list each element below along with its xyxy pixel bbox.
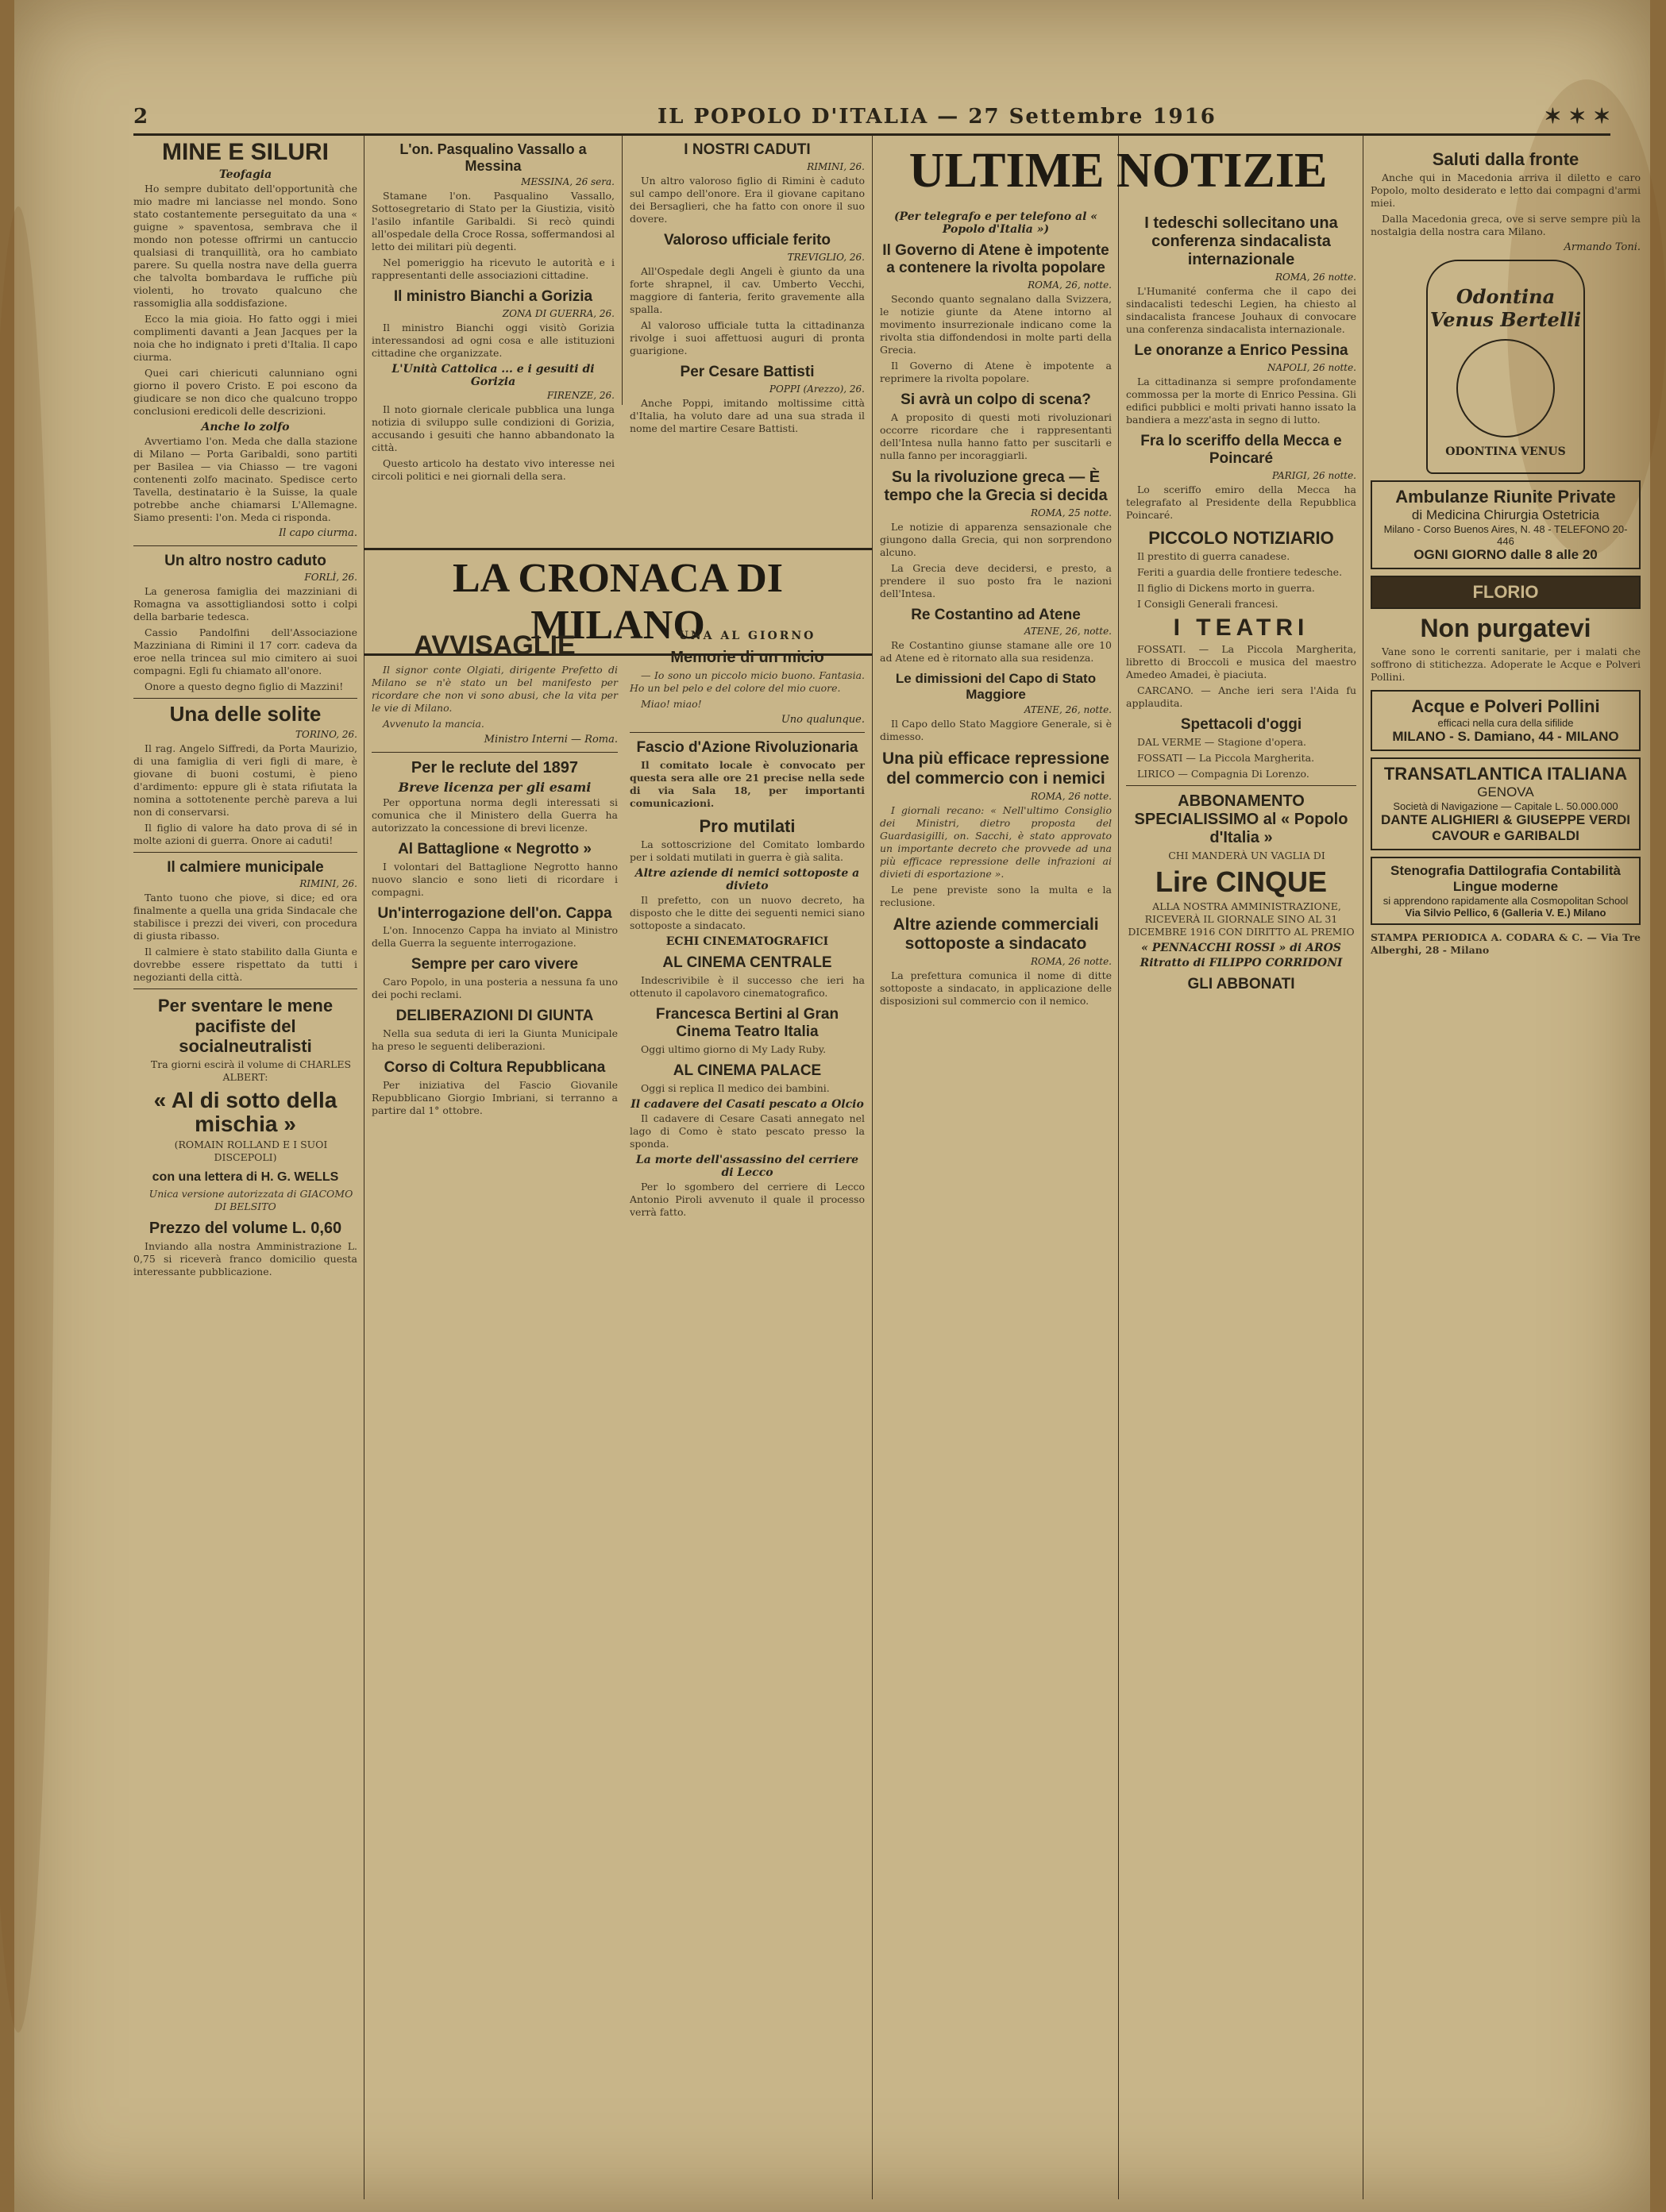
article-text: Nel pomeriggio ha ricevuto le autorità e i rappresentanti delle associazioni cittadine. xyxy=(372,256,615,282)
article-text: Vane sono le correnti sanitarie, per i malati che soffrono di stitichezza. Adoperate le Acque e Polveri Pollini. xyxy=(1371,645,1641,683)
stenografia-ad xyxy=(1371,857,1641,925)
article-text: Indescrivibile è il successo che ieri ha ottenuto il capolavoro cinematografico. xyxy=(630,973,865,999)
column-6 xyxy=(1371,143,1641,2199)
ad-ships: DANTE ALIGHIERI & GIUSEPPE VERDI xyxy=(1381,811,1630,827)
article-text: Il signor conte Olgiati, dirigente Prefetto di Milano se n'è stato un bel manifesto per ricordare che non vi sono abusi, che la vita per le vie di Milano. xyxy=(372,663,618,714)
byline: NAPOLI, 26 notte. xyxy=(1267,361,1356,373)
article-text: Miao! miao! xyxy=(641,698,702,710)
article-text: Il comitato locale è convocato per questa sera alle ore 21 precise nella sede di via Sala 18, per importanti comunicazioni. xyxy=(630,758,865,809)
article-heading: Fra lo sceriffo della Mecca e Poincaré xyxy=(1140,432,1342,467)
article-heading: Le dimissioni del Capo di Stato Maggiore xyxy=(895,671,1097,702)
byline: ROMA, 25 notte. xyxy=(1030,507,1112,518)
article-heading: Altre aziende commerciali sottoposte a sindacato xyxy=(893,915,1099,953)
article-text: Le pene previste sono la multa e la reclusione. xyxy=(880,883,1112,908)
ambulanze-ad xyxy=(1371,480,1641,569)
article-text: Il cadavere di Cesare Casati annegato nel lago di Como è stato pescato presso la sponda. xyxy=(630,1112,865,1150)
article-text: — Io sono un piccolo micio buono. Fantasia. Ho un bel pelo e del colore del mio cuore. xyxy=(630,669,865,694)
article-text: Il Capo dello Stato Maggiore Generale, si è dimesso. xyxy=(880,718,1112,743)
page-header xyxy=(133,102,1610,136)
article-heading: Si avrà un colpo di scena? xyxy=(900,391,1091,408)
non-purgatevi-title: Non purgatevi xyxy=(1420,614,1591,643)
article-text: Il calmiere è stato stabilito dalla Giunta e dovrebbe essere rispettato da tutti i negozianti della città. xyxy=(133,946,357,984)
article-heading: Valoroso ufficiale ferito xyxy=(663,231,831,249)
article-text: A proposito di questi moti rivoluzionari occorre ricordare che i rappresentanti dell'Intesa nulla hanno fatto per suscitarli e nulla fanno per incoraggiarli. xyxy=(880,410,1112,461)
article-heading: Una delle solite xyxy=(169,702,322,726)
article-heading: DELIBERAZIONI DI GIUNTA xyxy=(395,1008,594,1025)
article-heading: Pro mutilati xyxy=(699,815,796,836)
article-text: Cassio Pandolfini dell'Associazione Mazziniana di Rimini il 17 corr. cadeva da eroe nella trincea sul mio cimitero ai suoi compagni. Egli fu chiamato all'onore. xyxy=(133,626,357,677)
ad-subtitle: efficaci nella cura della sifilide xyxy=(1437,716,1574,729)
article-text: La Grecia deve decidersi, e presto, a prendere il suo posto fra le nazioni dell'Intesa. xyxy=(880,561,1112,599)
article-text: Il Governo di Atene è impotente a reprimere la rivolta popolare. xyxy=(880,359,1112,384)
byline: ROMA, 26, notte. xyxy=(1028,279,1112,291)
ad-title: Stenografia Dattilografia Contabilità Lingue moderne xyxy=(1390,862,1621,894)
article-text: Dalla Macedonia greca, ove si serve sempre più la nostalgia della nostra cara Milano. xyxy=(1371,213,1641,238)
premium-title: « PENNACCHI ROSSI » di AROS xyxy=(1141,941,1341,954)
odontina-label: ODONTINA VENUS xyxy=(1445,445,1566,459)
florio-ad xyxy=(1371,576,1641,609)
article-text: Feriti a guardia delle frontiere tedesche. xyxy=(1137,565,1343,578)
article-text: Oggi ultimo giorno di My Lady Ruby. xyxy=(641,1042,827,1055)
article-text: CARCANO. — Anche ieri sera l'Aida fu applaudita. xyxy=(1126,684,1356,710)
transatlantica-ad xyxy=(1371,757,1641,850)
article-text: L'on. Innocenzo Cappa ha inviato al Ministro della Guerra la seguente interrogazione. xyxy=(372,924,618,950)
article-heading: Altre aziende di nemici sottoposte a divieto xyxy=(634,867,860,893)
article-text: Il prestito di guerra canadese. xyxy=(1137,549,1290,562)
article-heading: AL CINEMA PALACE xyxy=(673,1062,822,1079)
article-text: Il rag. Angelo Siffredi, da Porta Maurizio, di una famiglia di veri figli di mare, è giovane di buoni costumi, è pieno d'ardimento: eppure gli è stata rifiutata la nomina a sottotenente perchè pareva a lui non di conservarsi. xyxy=(133,742,357,818)
avvisaglie-title: AVVISAGLIE xyxy=(414,630,576,661)
article-text: La cittadinanza si sempre profondamente commossa per la morte di Enrico Pessina. Gli edifici pubblici e molti privati hanno issato la bandiera a mezz'asta in segno di lutto. xyxy=(1126,375,1356,426)
portrait-icon xyxy=(1456,339,1555,437)
article-text: DAL VERME — Stagione d'opera. xyxy=(1137,736,1307,749)
article-heading: Il ministro Bianchi a Gorizia xyxy=(393,288,593,306)
byline: PARIGI, 26 notte. xyxy=(1272,469,1356,481)
article-heading: L'on. Pasqualino Vassallo a Messina xyxy=(399,141,587,174)
pollini-ad xyxy=(1371,690,1641,751)
article-heading: Memorie di un micio xyxy=(670,649,824,666)
article-text: Anche qui in Macedonia arriva il diletto e caro Popolo, molto desiderato e letto dai compagni d'armi miei. xyxy=(1371,171,1641,210)
article-text: Le notizie di apparenza sensazionale che giungono dalla Grecia, qui non sorprendono alcuno. xyxy=(880,520,1112,558)
ad-title: Ambulanze Riunite Private xyxy=(1395,487,1616,507)
byline: FORLÌ, 26. xyxy=(304,572,357,584)
section-label: UNA AL GIORNO xyxy=(678,630,816,642)
article-text: FOSSATI. — La Piccola Margherita, libretto di Broccoli e musica del maestro Amedeo Amadei, è piaciuta. xyxy=(1126,643,1356,681)
center-left-column xyxy=(372,627,618,2199)
ad-subtitle: GENOVA xyxy=(1477,784,1534,800)
price: Prezzo del volume L. 0,60 xyxy=(148,1219,342,1237)
ad-address: Via Silvio Pellico, 6 (Galleria V. E.) Milano xyxy=(1405,906,1606,919)
signature: Il capo ciurma. xyxy=(279,526,357,539)
article-heading: Il Governo di Atene è impotente a contenere la rivolta popolare xyxy=(882,242,1109,276)
mine-e-siluri-title: MINE E SILURI xyxy=(161,139,329,165)
article-text: Al valoroso ufficiale tutta la cittadinanza rivolge i suoi affettuosi auguri di pronta guarigione. xyxy=(630,318,865,356)
article-text: Oggi si replica Il medico dei bambini. xyxy=(641,1081,830,1094)
article-heading: I TEATRI xyxy=(1173,614,1309,641)
article-text: Anche Poppi, imitando moltissime città d'Italia, ha voluto dare ad una sua strada il nome del martire Cesare Battisti. xyxy=(630,396,865,434)
ad-address: Milano - Corso Buenos Aires, N. 48 - TELEFONO 20-446 xyxy=(1383,523,1628,548)
article-text: La prefettura comunica il nome di ditte sottoposte a sindacato, in applicazione delle disposizioni sul commercio con il nemico. xyxy=(880,969,1112,1008)
article-heading: Una più efficace repressione del commercio con i nemici xyxy=(882,750,1109,788)
ad-title: Acque e Polveri Pollini xyxy=(1411,696,1600,716)
article-text: Avvertiamo l'on. Meda che dalla stazione di Milano — Porta Garibaldi, sono partiti per Basilea — via Chiasso — tre vagoni contenenti zolfo macinato. Spedisce certo Tavella, destinatario è la Suisse, la quale potrebbe anche chiamarsi L'Allemagne. Siamo presenti: l'on. Meda ci risponda. xyxy=(133,434,357,523)
ad-address: MILANO - S. Damiano, 44 - MILANO xyxy=(1392,728,1619,744)
article-heading: Il cadavere del Casati pescato a Olcio xyxy=(631,1097,864,1111)
odontina-title: Odontina Venus Bertelli xyxy=(1429,285,1582,332)
article-text: Il noto giornale clericale pubblica una lunga notizia di sviluppo sulle condizioni di Gorizia, accusando i gesuiti che hanno abbandonato la città. xyxy=(372,403,615,454)
article-text: Per iniziativa del Fascio Giovanile Repubblicano Giorgio Imbriani, si terranno a partire dal 1° ottobre. xyxy=(372,1078,618,1116)
article-heading: Corso di Coltura Repubblicana xyxy=(384,1059,606,1077)
article-text: La generosa famiglia dei mazziniani di Romagna va assottigliandosi sotto i colpi della barbarie tedesca. xyxy=(133,585,357,623)
article-heading: Teofagia xyxy=(218,168,272,181)
article-text: CHI MANDERÀ UN VAGLIA DI xyxy=(1168,850,1325,862)
article-heading: Le onoranze a Enrico Pessina xyxy=(1134,342,1348,359)
article-heading: Francesca Bertini al Gran Cinema Teatro Italia xyxy=(655,1005,839,1040)
article-heading: Anche lo zolfo xyxy=(201,420,290,434)
article-text: Onore a questo degno figlio di Mazzini! xyxy=(145,680,344,693)
page-number: 2 xyxy=(133,105,148,129)
article-heading: Saluti dalla fronte xyxy=(1432,149,1579,169)
newspaper-page xyxy=(14,0,1650,2212)
odontina-ad xyxy=(1426,260,1585,474)
article-heading: AL CINEMA CENTRALE xyxy=(662,954,832,972)
premium-portrait: Ritratto di FILIPPO CORRIDONI xyxy=(1140,956,1343,969)
article-text: L'Humanité conferma che il capo dei sindacalisti tedeschi Legien, ha chiesto al sindacalista francese Jouhaux di convocare una conferenza sindacalista internazionale. xyxy=(1126,285,1356,335)
article-text: All'Ospedale degli Angeli è giunto da una forte shrapnel, il cav. Umberto Vecchi, maggiore di fanteria, ferito gravemente alla spalla. xyxy=(630,264,865,315)
article-heading: Il calmiere municipale xyxy=(167,858,324,876)
article-subheading: Breve licenza per gli esami xyxy=(398,779,592,795)
article-text: I volontari del Battaglione Negrotto hanno nuovo slancio e sono lieti di ricordare i compagni. xyxy=(372,860,618,898)
article-text: Nella sua seduta di ieri la Giunta Municipale ha preso le seguenti deliberazioni. xyxy=(372,1027,618,1053)
ad-ships: CAVOUR e GARIBALDI xyxy=(1432,827,1579,843)
article-text: Il figlio di valore ha dato prova di sé in molte azioni di guerra. Onore ai caduti! xyxy=(133,821,357,846)
article-heading: PICCOLO NOTIZIARIO xyxy=(1148,527,1334,548)
article-text: Stamane l'on. Pasqualino Vassallo, Sottosegretario di Stato per la Giustizia, visitò l'asilo infantile Garibaldi. Si recò quindi all'ospedale della Croce Rossa, soffermandosi al letto dei militari più degenti. xyxy=(372,190,615,253)
article-text: I giornali recano: « Nell'ultimo Consiglio dei Ministri, dietro proposta del Guardasigilli, on. Sacchi, è stato approvato un importante decreto che provvede ad una più efficace repressione delle infrazioni ai divieti di esportazione ». xyxy=(880,803,1112,880)
cronaca-di-milano-title: LA CRONACA DI MILANO xyxy=(364,548,872,656)
byline: ROMA, 26 notte. xyxy=(1030,956,1112,968)
article-heading: L'Unità Cattolica ... e i gesuiti di Gorizia xyxy=(391,363,595,389)
article-text: Re Costantino giunse stamane alle ore 10 ad Atene ed è ritornato alla sua residenza. xyxy=(880,639,1112,665)
article-text: Tanto tuono che piove, si dice; ed ora finalmente a quella una grida Sindacale che stabilisce i prezzi dei viveri, con procedura di giusta ribasso. xyxy=(133,892,357,942)
byline: ROMA, 26 notte. xyxy=(1275,272,1356,283)
article-text: Secondo quanto segnalano dalla Svizzera, le notizie giunte da Atene intorno al movimento insurrezionale indicano come la rivolta stia diffondendosi in molte parti della Grecia. xyxy=(880,292,1112,356)
article-text: Inviando alla nostra Amministrazione L. 0,75 si riceverà franco domicilio questa interessante pubblicazione. xyxy=(133,1239,357,1277)
article-text: Ecco la mia gioia. Ho fatto oggi i miei complimenti davanti a Jean Jacques per la noia che ho indignato i preti d'Italia. Il capo ciurma. xyxy=(133,312,357,363)
byline: MESSINA, 26 sera. xyxy=(521,176,615,188)
article-text: FOSSATI — La Piccola Margherita. xyxy=(1137,752,1315,765)
article-heading: Un'interrogazione dell'on. Cappa xyxy=(377,904,612,922)
masthead: IL POPOLO D'ITALIA — 27 Settembre 1916 xyxy=(658,105,1217,129)
center-right-column xyxy=(630,627,865,2199)
article-text: Il figlio di Dickens morto in guerra. xyxy=(1137,581,1315,594)
column-4 xyxy=(880,208,1112,2201)
article-text: Questo articolo ha destato vivo interesse nei circoli politici e nei giornali della sera. xyxy=(372,457,615,483)
article-heading: Fascio d'Azione Rivoluzionaria xyxy=(636,739,858,756)
article-text: Ho sempre dubitato dell'opportunità che mio madre mi lanciasse nel mondo. Sono stato costantemente perseguitato da una « guigne » spaventosa, sembrava che il mondo non potesse offrirmi un cantuccio qualsiasi di tranquillità, ora ho cambiato parere. Su quella nostra nave della guerra che talvolta bombardava le ruffiche più violenti, ho trovato qualcuno che rassomiglia alla soddisfazione. xyxy=(133,182,357,309)
article-text: Il prefetto, con un nuovo decreto, ha disposto che le ditte dei seguenti nemici siano sottoposte a sindacato. xyxy=(630,894,865,932)
ultime-notizie-title: ULTIME NOTIZIE xyxy=(908,144,1328,198)
article-heading: Al Battaglione « Negrotto » xyxy=(398,840,592,857)
article-text: (ROMAIN ROLLAND E I SUOI DISCEPOLI) xyxy=(174,1139,328,1164)
signature: Armando Toni. xyxy=(1564,241,1641,254)
article-heading: I tedeschi sollecitano una conferenza sindacalista internazionale xyxy=(1144,214,1338,268)
byline: RIMINI, 26. xyxy=(807,160,865,172)
ad-title: FLORIO xyxy=(1472,582,1539,603)
article-heading: Sempre per caro vivere xyxy=(411,956,579,973)
article-text: LIRICO — Compagnia Di Lorenzo. xyxy=(1137,768,1309,780)
printer-line: STAMPA PERIODICA A. CODARA & C. — Via Tre Alberghi, 28 - Milano xyxy=(1371,931,1641,956)
article-text: Avvenuto la mancia. xyxy=(383,717,484,730)
article-text: Caro Popolo, in una posteria a nessuna fa uno dei pochi reclami. xyxy=(372,976,618,1001)
column-1 xyxy=(133,135,357,2199)
subscribers-label: GLI ABBONATI xyxy=(1187,975,1295,992)
article-heading: con una lettera di H. G. WELLS xyxy=(152,1170,339,1185)
byline: TORINO, 26. xyxy=(295,728,357,740)
article-heading: Per le reclute del 1897 xyxy=(411,758,579,777)
article-text: La sottoscrizione del Comitato lombardo per i soldati mutilati in guerra è già salita. xyxy=(630,838,865,864)
article-heading: Su la rivoluzione greca — È tempo che la Grecia si decida xyxy=(884,468,1108,504)
byline: ATENE, 26, notte. xyxy=(1024,704,1112,716)
article-heading: La morte dell'assassino del cerriere di Lecco xyxy=(635,1153,859,1179)
article-text: Per opportuna norma degli interessati si comunica che il Ministero della Guerra ha autorizzato la concessione di brevi licenze. xyxy=(372,796,618,834)
article-text: Unica versione autorizzata di GIACOMO DI BELSITO xyxy=(148,1187,353,1212)
article-text: Per lo sgombero del cerriere di Lecco Antonio Piroli avvenuto il quale il processo verrà fatto. xyxy=(630,1180,865,1218)
byline: ZONA DI GUERRA, 26. xyxy=(502,308,615,320)
ad-hours: OGNI GIORNO dalle 8 alle 20 xyxy=(1413,547,1598,563)
subtitle: (Per telegrafo e per telefono al « Popolo d'Italia ») xyxy=(893,210,1098,236)
article-heading: Un altro nostro caduto xyxy=(164,552,326,569)
article-heading: Per sventare le mene pacifiste del socialneutralisti xyxy=(157,996,334,1057)
ad-text: Società di Navigazione — Capitale L. 50.000.000 xyxy=(1393,800,1618,812)
article-heading: I NOSTRI CADUTI xyxy=(684,141,811,158)
article-text: Tra giorni escirà il volume di CHARLES ALBERT: xyxy=(150,1058,352,1084)
article-heading: Re Costantino ad Atene xyxy=(911,606,1081,623)
article-text: Un altro valoroso figlio di Rimini è caduto sul campo dell'onore. Era il giovane capitano dei Bersaglieri, che ha fatto con onore il suo dovere. xyxy=(630,174,865,225)
column-3 xyxy=(630,135,865,434)
article-text: Lo sceriffo emiro della Mecca ha telegrafato al Presidente della Repubblica Poincaré. xyxy=(1126,483,1356,521)
article-text: Quei cari chiericuti calunniano ogni giorno il povero Cristo. E poi escono da giudicare se non dico che qualcuno troppo conclusioni eredicoli delle descrizioni. xyxy=(133,366,357,417)
article-text: ALLA NOSTRA AMMINISTRAZIONE, RICEVERÀ IL GIORNALE SINO AL 31 DICEMBRE 1916 CON DIRITTO AL PREMIO xyxy=(1128,900,1355,938)
header-ornament: ✶ ✶ ✶ xyxy=(1544,105,1610,129)
ad-subtitle: si apprendono rapidamente alla Cosmopolitan School xyxy=(1383,894,1629,907)
article-heading: Per Cesare Battisti xyxy=(680,363,815,380)
byline: RIMINI, 26. xyxy=(299,878,357,890)
book-title: « Al di sotto della mischia » xyxy=(153,1088,337,1136)
article-text: Il ministro Bianchi oggi visitò Gorizia interessandosi ad ogni cosa e alle istituzioni cittadine che organizzate. xyxy=(372,322,615,360)
column-2 xyxy=(372,135,615,483)
article-text: I Consigli Generali francesi. xyxy=(1137,597,1278,610)
subscription-heading: ABBONAMENTO SPECIALISSIMO al « Popolo d'Italia » xyxy=(1134,792,1348,847)
ad-subtitle: di Medicina Chirurgia Ostetricia xyxy=(1411,507,1600,523)
byline: ATENE, 26, notte. xyxy=(1024,626,1112,638)
byline: FIRENZE, 26. xyxy=(546,390,615,402)
subscription-price: Lire CINQUE xyxy=(1155,865,1328,899)
byline: ROMA, 26 notte. xyxy=(1030,790,1112,802)
ad-title: TRANSATLANTICA ITALIANA xyxy=(1383,763,1628,784)
byline: TREVIGLIO, 26. xyxy=(787,251,865,263)
signature: Uno qualunque. xyxy=(781,714,865,726)
article-heading: Spettacoli d'oggi xyxy=(1180,716,1302,734)
signature: Ministro Interni — Roma. xyxy=(484,733,618,746)
byline: POPPI (Arezzo), 26. xyxy=(769,383,865,395)
section-label: ECHI CINEMATOGRAFICI xyxy=(665,935,829,949)
column-5 xyxy=(1126,208,1356,2201)
